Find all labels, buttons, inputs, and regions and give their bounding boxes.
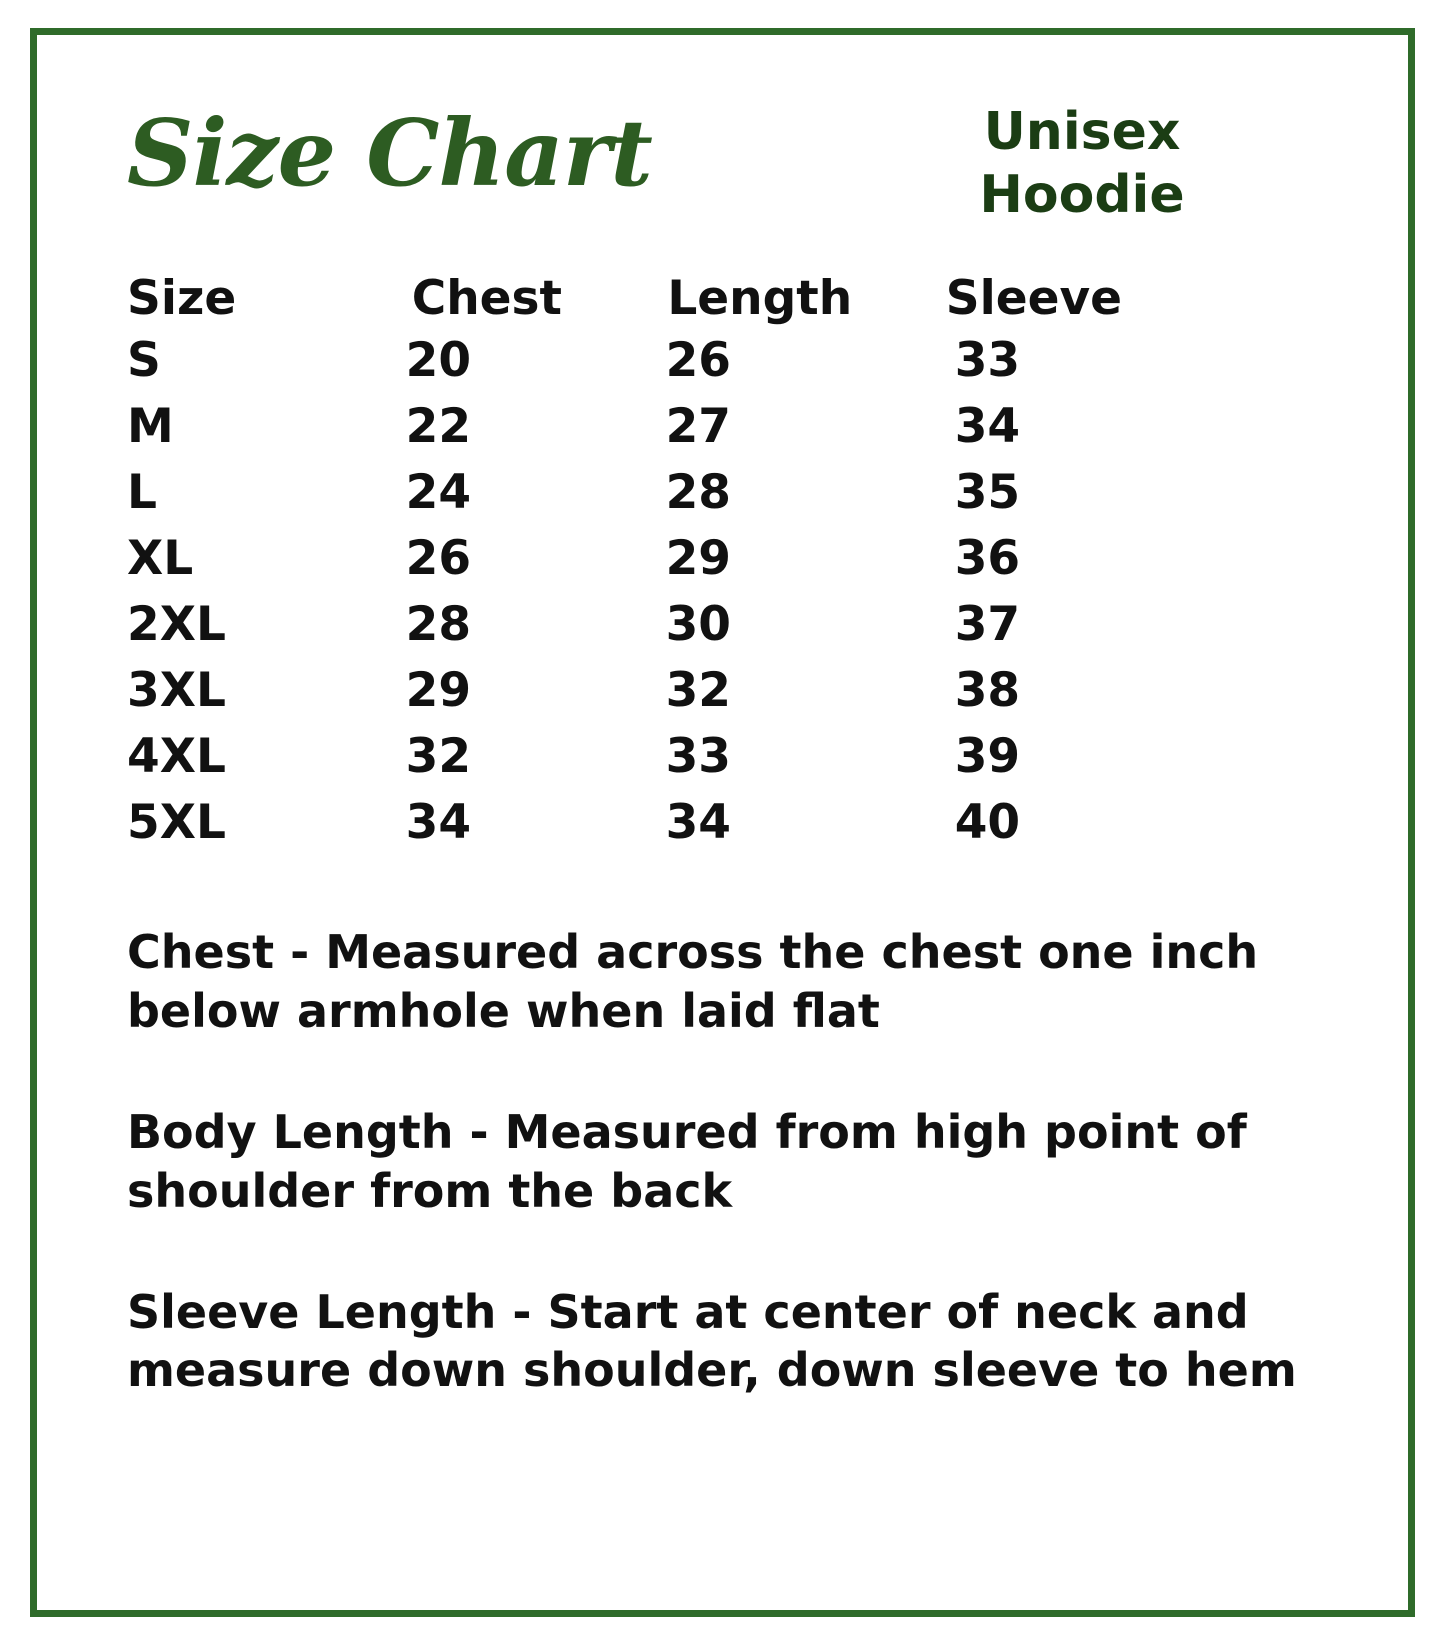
cell-length: 34: [665, 795, 731, 850]
cell-length: 26: [665, 333, 731, 388]
green-border-frame: [30, 28, 1415, 1617]
column-header-length: Length: [667, 271, 853, 326]
table-row: [127, 795, 1157, 865]
cell-size: L: [127, 465, 157, 520]
chart-content: [37, 35, 1408, 1610]
table-row: [127, 663, 1157, 733]
cell-size: 3XL: [127, 663, 226, 718]
cell-sleeve: 36: [954, 531, 1021, 586]
cell-length: 33: [665, 729, 731, 784]
measurement-notes: [127, 923, 1297, 1400]
cell-length: 27: [665, 399, 731, 454]
cell-chest: 28: [405, 597, 472, 652]
note-chest: Chest - Measured across the chest one inch below armhole when laid flat: [127, 925, 1259, 1038]
note-body-length: Body Length - Measured from high point of shoulder from the back: [127, 1104, 1247, 1218]
cell-size: XL: [127, 531, 194, 586]
table-row: [127, 531, 1157, 601]
cell-sleeve: 33: [954, 333, 1021, 388]
page-title: Size Chart: [127, 99, 652, 207]
cell-sleeve: 35: [954, 465, 1021, 520]
product-name: Unisex Hoodie: [979, 102, 1185, 226]
cell-length: 29: [665, 531, 731, 586]
cell-chest: 26: [405, 531, 472, 586]
table-row: [127, 597, 1157, 667]
cell-chest: 29: [405, 663, 472, 718]
chart-header: [127, 83, 1338, 263]
column-header-sleeve: Sleeve: [945, 271, 1122, 326]
cell-chest: 20: [405, 333, 472, 388]
table-row: [127, 465, 1157, 535]
cell-chest: 22: [405, 399, 472, 454]
table-header-row: [127, 271, 1157, 337]
column-header-size: Size: [127, 271, 237, 326]
cell-sleeve: 39: [954, 729, 1021, 784]
cell-size: 5XL: [127, 795, 226, 850]
cell-size: M: [127, 399, 174, 454]
cell-sleeve: 34: [954, 399, 1021, 454]
measurements-table: [127, 271, 1157, 865]
cell-sleeve: 37: [954, 597, 1021, 652]
cell-chest: 34: [405, 795, 472, 850]
note-sleeve-length: Sleeve Length - Start at center of neck and measure down shoulder, down sleeve to hem: [127, 1284, 1297, 1398]
column-header-chest: Chest: [411, 271, 562, 326]
table-row: [127, 333, 1157, 403]
cell-chest: 24: [405, 465, 472, 520]
cell-sleeve: 40: [954, 795, 1021, 850]
cell-length: 32: [665, 663, 731, 718]
cell-chest: 32: [405, 729, 472, 784]
cell-length: 28: [665, 465, 731, 520]
cell-length: 30: [665, 597, 731, 652]
table-row: [127, 399, 1157, 469]
cell-size: 4XL: [127, 729, 226, 784]
cell-size: S: [127, 333, 161, 388]
cell-size: 2XL: [127, 597, 226, 652]
cell-sleeve: 38: [954, 663, 1021, 718]
table-row: [127, 729, 1157, 799]
